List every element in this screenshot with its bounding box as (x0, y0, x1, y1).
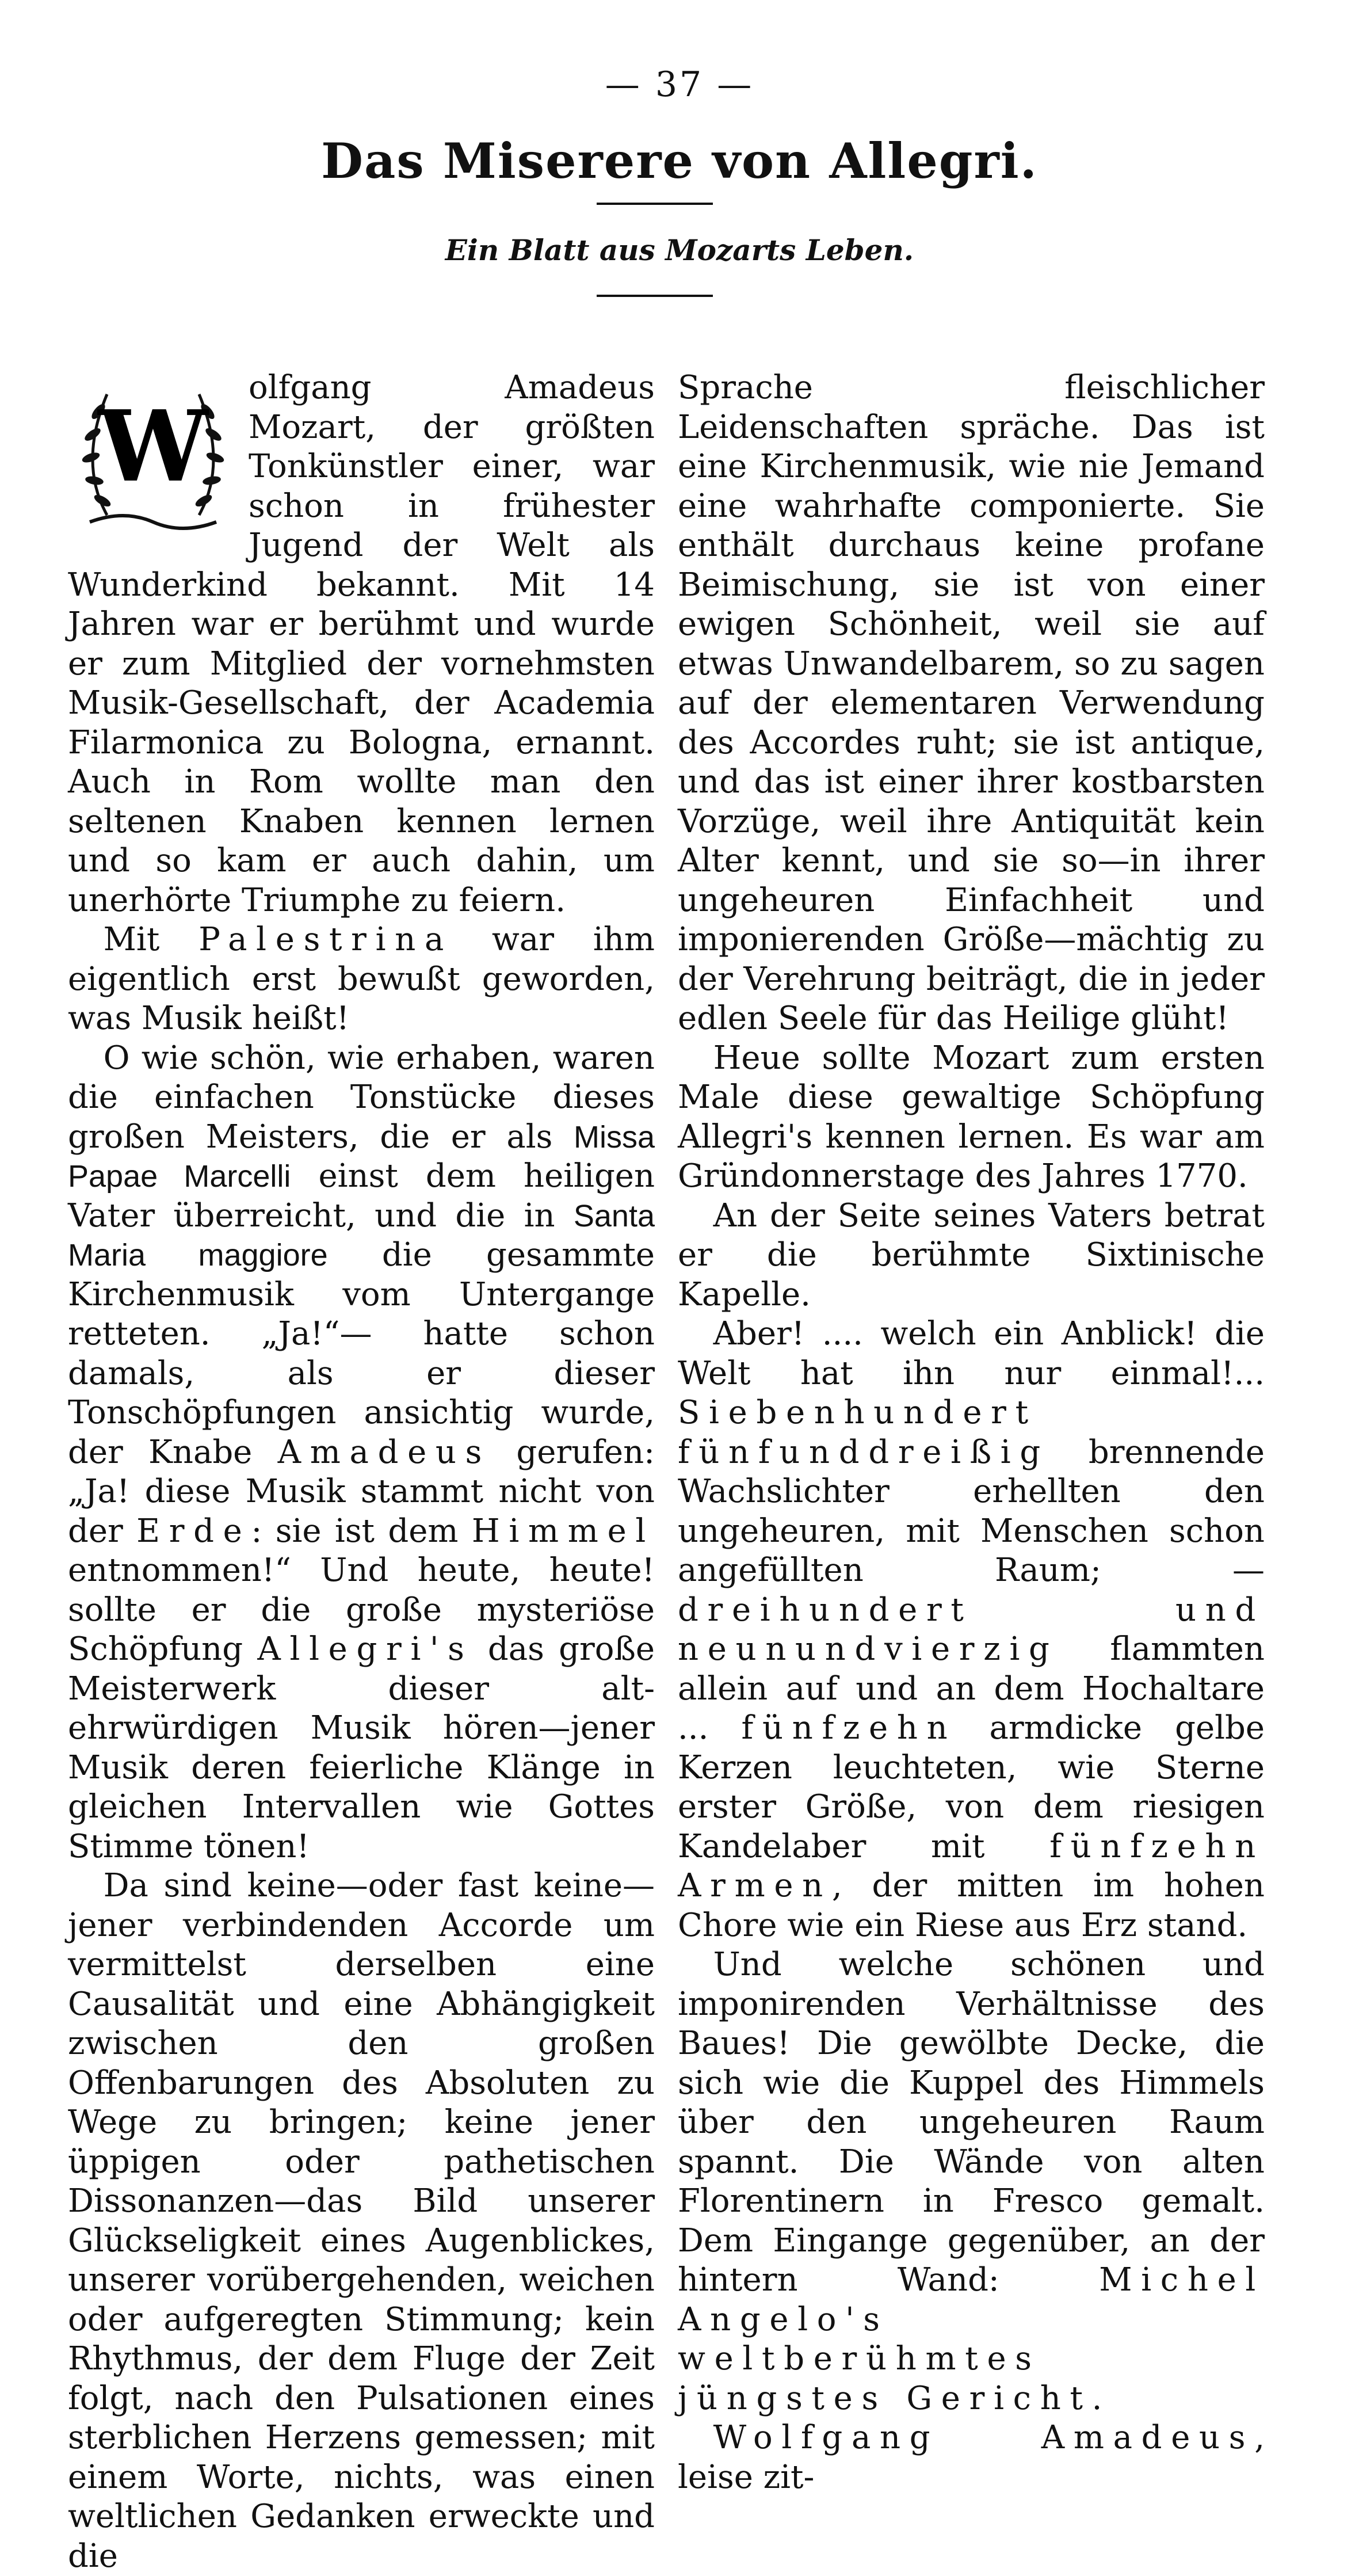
word-erde: Erde (136, 1512, 251, 1550)
spaced-number: fünfzehn (741, 1709, 957, 1747)
page-title: Das Miserere von Allegri. (321, 132, 1038, 189)
left-column (68, 368, 655, 2576)
page-subtitle: Ein Blatt aus Mozarts Leben. (445, 233, 914, 267)
spaced-number: fünfzehn Armen (678, 1827, 1265, 1904)
word-himmel: Himmel (471, 1512, 655, 1550)
paragraph: Sprache fleischlicher Leidenschaften spräche. Das ist eine Kirchenmusik, wie nie Jemand eine wahrhafte componierte. Sie enthält durchaus keine profane Beimischung, sie ist von einer ewigen Schönheit, weil sie auf etwas Unwandelbarem, so zu sagen auf der elementaren Verwendung des Accordes ruht; sie ist antique, und das ist einer ihrer kostbarsten Vorzüge, weil ihre Antiquität kein Alter kennt, und sie so—in ihrer ungeheuren Einfachheit und imponierenden Größe—mächtig zu der Verehrung beiträgt, die in jeder edlen Seele für das Heilige glüht! (678, 369, 1265, 1037)
drop-cap-ornament (62, 368, 244, 541)
paragraph: W olfgang Amadeus Mozart, der größten Tonkünstler einer, war schon in frühester Jugend der Welt als Wunderkind bekannt. Mit 14 Jahren war er berühmt und wurde er zum Mitglied der vornehmsten Musik-Gesellschaft, der Academia Filarmonica zu Bologna, ernannt. Auch in Rom wollte man den seltenen Knaben kennen lernen und so kam er auch dahin, um unerhörte Triumphe zu feiern. (68, 368, 655, 920)
latin-santa-maria: Santa Maria maggiore (68, 1198, 655, 1272)
laurel-wreath-icon (67, 371, 239, 538)
paragraph: Und welche schönen und imponirenden Verhältnisse des Baues! Die gewölbte Decke, die sich wie die Kuppel des Himmels über den ungeheuren Raum spannt. Die Wände von alten Florentinern in Fresco gemalt. Dem Eingange gegenüber, an der hintern Wand: Michel Angelo's weltberühmtes jüngstes Gericht. (678, 1946, 1265, 2417)
latin-missa: Missa Papae Marcelli (68, 1119, 655, 1194)
title-divider (597, 203, 713, 205)
spaced-number: Siebenhundert fünfunddreißig (678, 1394, 1049, 1471)
paragraph: Da sind keine—oder fast keine—jener verbindenden Accorde um vermittelst derselben eine Causalität und eine Abhängigkeit zwischen den großen Offenbarungen des Absoluten zu Wege zu bringen; keine jener üppigen oder pathetischen Dissonanzen—das Bild unserer Glückseligkeit eines Augenblickes, unserer vorübergehenden, weichen oder aufgeregten Stimmung; kein Rhythmus, der dem Fluge der Zeit folgt, nach den Pulsationen eines sterblichen Herzens gemessen; mit einem Worte, nichts, was einen weltlichen Gedanken erweckte und die (68, 1867, 655, 2575)
paragraph: Wolfgang Amadeus, leise zit- (678, 2419, 1265, 2496)
drop-cap-letter: W (98, 389, 208, 504)
spaced-number: dreihundert und neunundvierzig (678, 1591, 1265, 1668)
name-allegris: Allegri's (257, 1630, 474, 1668)
paragraph: An der Seite seines Vaters betrat er die berühmte Sixtinische Kapelle. (678, 1196, 1265, 1313)
page-number: — 37 — (605, 64, 754, 105)
spaced-phrase: Michel Angelo's weltberühmtes jüngstes Gericht (678, 2261, 1265, 2417)
name-amadeus: Amadeus (277, 1433, 491, 1471)
name-palestrina: Palestrina (198, 921, 453, 958)
paragraph: Mit Palestrina war ihm eigentlich erst bewußt geworden, was Musik heißt! (68, 921, 655, 1037)
paragraph: Heue sollte Mozart zum ersten Male diese gewaltige Schöpfung Allegri's kennen lernen. Es war am Gründonnerstage des Jahres 1770. (678, 1039, 1265, 1195)
right-column (678, 368, 1265, 2497)
paragraph: O wie schön, wie erhaben, waren die einfachen Tonstücke dieses großen Meisters, die er als Missa Papae Marcelli einst dem heiligen Vater überreicht, und die in Santa Maria maggiore die gesammte Kirchenmusik vom Untergange retteten. „Ja!“— hatte schon damals, als er dieser Tonschöpfungen ansichtig wurde, der Knabe Amadeus gerufen: „Ja! diese Musik stammt nicht von der Erde: sie ist dem Himmel entnommen!“ Und heute, heute! sollte er die große mysteriöse Schöpfung Allegri's das große Meisterwerk dieser alt-ehrwürdigen Musik hören—jener Musik deren feierliche Klänge in gleichen Intervallen wie Gottes Stimme tönen! (68, 1039, 655, 1865)
subtitle-divider (597, 295, 713, 297)
name-wolfgang-amadeus: Wolfgang Amadeus (713, 2419, 1255, 2456)
paragraph: Aber! .... welch ein Anblick! die Welt hat ihn nur einmal!... Siebenhundert fünfunddreißig brennende Wachslichter erhellten den ungeheuren, mit Menschen schon angefüllten Raum; — dreihundert und neunundvierzig flammten allein auf und an dem Hochaltare ... fünfzehn armdicke gelbe Kerzen leuchteten, wie Sterne erster Größe, von dem riesigen Kandelaber mit fünfzehn Armen, der mitten im hohen Chore wie ein Riese aus Erz stand. (678, 1315, 1265, 1944)
